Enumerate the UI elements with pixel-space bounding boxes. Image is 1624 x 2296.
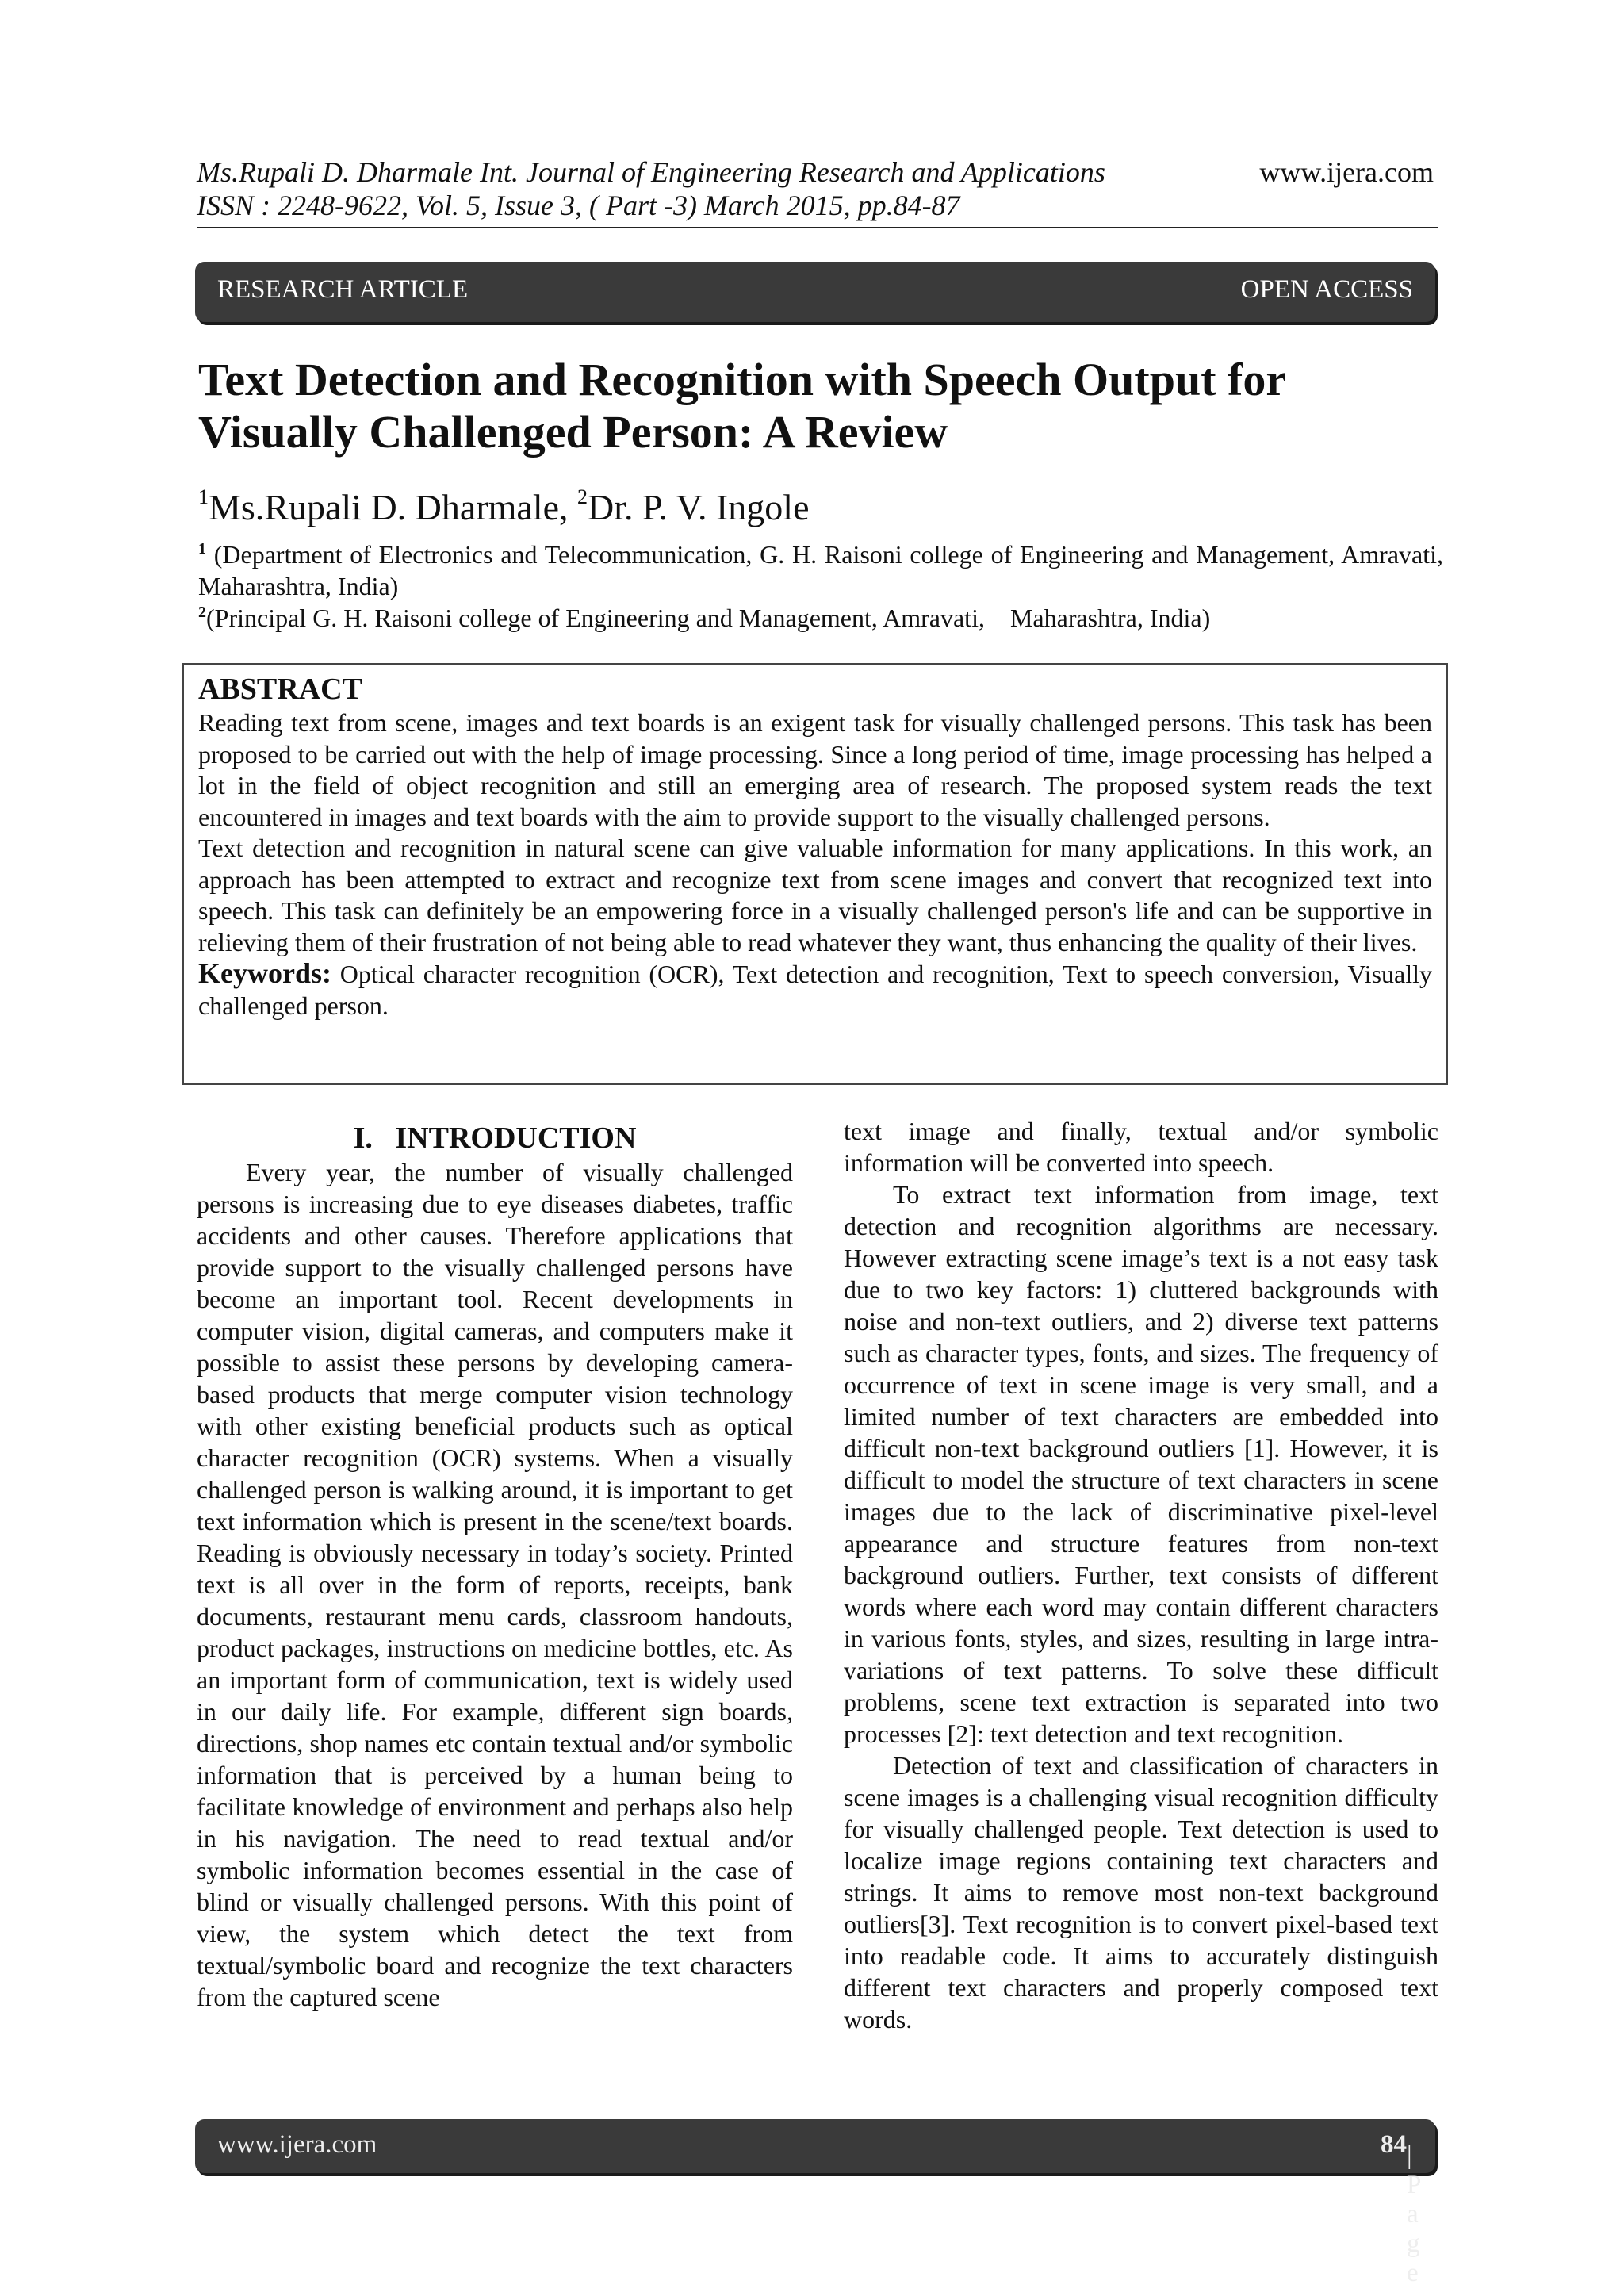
affiliation-2-marker: 2 <box>198 604 206 621</box>
running-header-issn: ISSN : 2248-9622, Vol. 5, Issue 3, ( Part -3) March 2015, pp.84-87 <box>197 190 960 221</box>
affiliation-1-text: (Department of Electronics and Telecommunication, G. H. Raisoni college of Engineering and Management, Amravati, Maharashtra, India) <box>198 540 1443 600</box>
running-header-citation: Ms.Rupali D. Dharmale Int. Journal of Engineering Research and Applications <box>197 156 1105 188</box>
affiliation-1-marker: 1 <box>198 540 206 558</box>
author1-name: Ms.Rupali D. Dharmale, <box>209 487 578 527</box>
author2-name: Dr. P. V. Ingole <box>588 487 810 527</box>
paper-title: Text Detection and Recognition with Speech Output for Visually Challenged Person: A Review <box>198 354 1286 458</box>
affiliation-1 <box>198 533 1443 602</box>
page-label: | P a g e <box>1407 2141 1421 2287</box>
keywords <box>198 958 1432 1022</box>
section-heading-introduction: I. INTRODUCTION <box>353 1121 637 1155</box>
body-column-right <box>844 1115 1438 2035</box>
article-type-label: RESEARCH ARTICLE <box>217 275 469 304</box>
page-number: 84 <box>1381 2130 1407 2159</box>
abstract-box <box>182 663 1448 1085</box>
author-line <box>198 485 810 528</box>
intro-paragraph-1: Every year, the number of visually challenged persons is increasing due to eye diseases diabetes, traffic accidents and other causes. Therefore applications that provide support to the visually challenged persons have become an important tool. Recent developments in computer vision, digital cameras, and computers make it possible to assist these persons by developing camera-based products that merge computer vision technology with other existing beneficial products such as optical character recognition (OCR) systems. When a visually challenged person is walking around, it is important to get text information which is present in the scene/text boards. Reading is obviously necessary in today’s society. Printed text is all over in the form of reports, receipts, bank documents, restaurant menu cards, classroom handouts, product packages, instructions on medicine bottles, etc. As an important form of communication, text is widely used in our daily life. For example, different sign boards, directions, shop names etc contain textual and/or symbolic information that is perceived by a human being to facilitate knowledge of environment and perhaps also help in his navigation. The need to read textual and/or symbolic information becomes essential in the case of blind or visually challenged persons. With this point of view, the system which detect the text from textual/symbolic board and recognize the text characters from the captured scene <box>197 1158 793 2011</box>
intro-paragraph-3: Detection of text and classification of characters in scene images is a challenging visual recognition difficulty for visually challenged people. Text detection is used to localize image regions containing text characters and strings. It aims to remove most non-text background outliers[3]. Text recognition is to convert pixel-based text into readable code. It aims to accurately distinguish different text characters and properly composed text words. <box>844 1751 1438 2033</box>
keywords-text: Optical character recognition (OCR), Text detection and recognition, Text to speech conversion, Visually challenged person. <box>198 960 1432 1020</box>
footer-page <box>1381 2130 1421 2287</box>
author2-superscript: 2 <box>577 485 588 508</box>
author1-superscript: 1 <box>198 485 209 508</box>
abstract-heading: ABSTRACT <box>198 673 362 706</box>
access-label: OPEN ACCESS <box>1240 275 1413 304</box>
footer-website: www.ijera.com <box>217 2130 377 2159</box>
affiliation-2-text: (Principal G. H. Raisoni college of Engineering and Management, Amravati, Maharashtra, India) <box>206 604 1211 632</box>
intro-paragraph-1-continued: text image and finally, textual and/or symbolic information will be converted into speech. <box>844 1117 1438 1177</box>
article-type-banner <box>195 262 1435 322</box>
header-rule <box>197 227 1438 228</box>
keywords-label: Keywords: <box>198 957 331 989</box>
abstract-paragraph-2: Text detection and recognition in natural scene can give valuable information for many applications. In this work, an approach has been attempted to extract and recognize text from scene images and convert that recognized text into speech. This task can definitely be an empowering force in a visually challenged person's life and can be supportive in relieving them of their frustration of not being able to read whatever they want, thus enhancing the quality of their lives. <box>198 834 1432 956</box>
abstract-paragraph-1: Reading text from scene, images and text boards is an exigent task for visually challenged persons. This task has been proposed to be carried out with the help of image processing. Since a long period of time, image processing has helped a lot in the field of object recognition and still an emerging area of research. The proposed system reads the text encountered in images and text boards with the aim to provide support to the visually challenged persons. <box>198 708 1432 831</box>
affiliation-2 <box>198 596 1443 634</box>
body-column-left <box>197 1120 793 2013</box>
footer-banner <box>195 2119 1435 2287</box>
intro-paragraph-2: To extract text information from image, text detection and recognition algorithms are necessary. However extracting scene image’s text is a not easy task due to two key factors: 1) cluttered backgrounds with noise and non-text outliers, and 2) diverse text patterns such as character types, fonts, and sizes. The frequency of occurrence of text in scene image is very small, and a limited number of text characters are embedded into difficult non-text background outliers [1]. However, it is difficult to model the structure of text characters in scene images due to the lack of discriminative pixel-level appearance and structure features from non-text background outliers. Further, text consists of different words where each word may contain different characters in various fonts, styles, and sizes, resulting in large intra-variations of text patterns. To solve these difficult problems, scene text extraction is separated into two processes [2]: text detection and text recognition. <box>844 1180 1438 1748</box>
running-header-website: www.ijera.com <box>1259 156 1434 188</box>
